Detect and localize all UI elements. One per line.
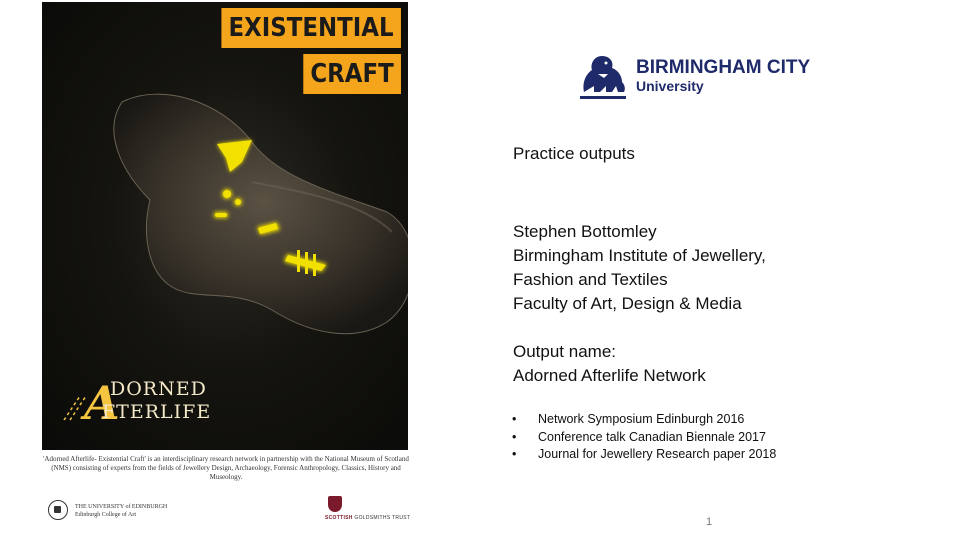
scottish-goldsmiths-trust-logo xyxy=(325,496,415,526)
output-list xyxy=(510,411,776,464)
output-label: Output name: xyxy=(513,342,617,361)
list-item: • Conference talk Canadian Biennale 2017 xyxy=(510,429,776,447)
poster-image xyxy=(42,2,408,450)
poster-title-line1: EXISTENTIAL xyxy=(222,8,401,48)
lion-icon xyxy=(578,52,628,100)
slide-heading: Practice outputs xyxy=(513,144,635,163)
bcu-logo xyxy=(578,52,811,102)
poster-title-line2: CRAFT xyxy=(304,54,401,94)
logo-big-a: A xyxy=(84,376,120,430)
logo-dash-lines xyxy=(62,392,92,422)
logo-line1: DORNED xyxy=(110,378,207,400)
sgt-bold: SCOTTISH xyxy=(325,515,353,521)
output-name: Adorned Afterlife Network xyxy=(513,366,706,385)
bcu-name: BIRMINGHAM CITY xyxy=(636,57,811,78)
author-line-2: Birmingham Institute of Jewellery, xyxy=(513,246,766,265)
page-number: 1 xyxy=(706,516,713,528)
author-line-1: Stephen Bottomley xyxy=(513,222,657,241)
logo-line2: FTERLIFE xyxy=(102,401,212,423)
uoe-line1: THE UNIVERSITY of EDINBURGH xyxy=(75,504,168,510)
university-of-edinburgh-logo xyxy=(48,498,178,524)
poster-caption: 'Adorned Afterlife- Existential Craft' is an interdisciplinary research network in partnership with the National Museum of Scotland (NMS) consisting of experts from the fields of Jewellery Design, Archaeology, Forensic Anthropology, Classics, History and Museology. xyxy=(43,455,409,481)
list-item: • Journal for Jewellery Research paper 2018 xyxy=(510,446,776,464)
goldsmiths-crest-icon xyxy=(328,496,342,512)
carved-stone-illustration xyxy=(102,82,408,382)
sgt-rest: GOLDSMITHS TRUST xyxy=(354,515,411,521)
author-line-4: Faculty of Art, Design & Media xyxy=(513,294,742,313)
author-line-3: Fashion and Textiles xyxy=(513,270,668,289)
edinburgh-seal-icon xyxy=(48,500,68,520)
bcu-sub: University xyxy=(636,78,704,94)
list-item: • Network Symposium Edinburgh 2016 xyxy=(510,411,776,429)
adorned-afterlife-logo xyxy=(62,374,232,434)
uoe-line2: Edinburgh College of Art xyxy=(75,512,137,518)
